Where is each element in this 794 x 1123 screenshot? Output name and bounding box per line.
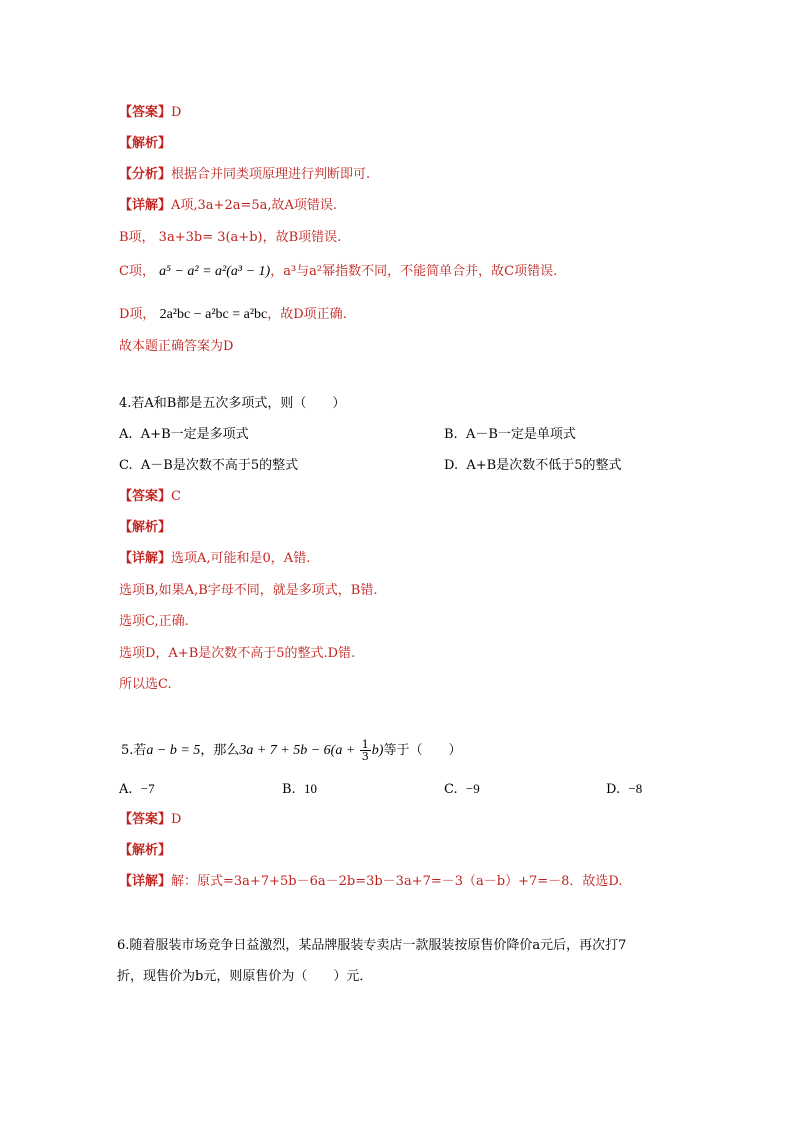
fenxi-tag: 【分析】	[119, 167, 172, 182]
option-text: −9	[465, 781, 480, 796]
option-label: A.	[119, 427, 133, 442]
option-text: A－B一定是单项式	[465, 427, 576, 442]
analysis-tag: 【解析】	[119, 520, 172, 535]
q5-option-c	[444, 780, 480, 799]
q4-conclusion: 所以选C.	[119, 677, 172, 692]
detail-a-text: A项,3a+2a=5a,故A项错误.	[171, 198, 338, 213]
detail-c-math: a⁵ − a² = a²(a³ − 1)	[159, 264, 271, 279]
stem-expr-pre: 3a + 7 + 5b − 6(a +	[239, 743, 359, 758]
option-text: −8	[628, 781, 643, 796]
q4-answer-line	[119, 488, 181, 506]
q3-conclusion: 故本题正确答案为D	[119, 339, 234, 354]
stem-suffix: 等于（ ）	[383, 743, 462, 758]
detail-1-text: 选项A,可能和是0，A错.	[171, 551, 311, 566]
option-label: C.	[119, 458, 133, 473]
option-label: C.	[444, 782, 458, 797]
option-text: 10	[303, 781, 317, 796]
q4-option-d	[444, 457, 621, 475]
q6-stem-line-1: 6.随着服装市场竞争日益激烈，某品牌服装专卖店一款服装按原售价降价a元后，再次打7	[117, 938, 627, 953]
q3-detail-a-line	[119, 197, 337, 215]
q5-option-b	[282, 780, 317, 799]
q3-answer-line	[119, 104, 181, 122]
fraction-numerator: 1	[361, 738, 369, 751]
q4-option-b	[444, 426, 576, 444]
detail-c-suffix: ，a³与a²幂指数不同，不能简单合并，故C项错误.	[270, 264, 558, 279]
q5-detail-line	[119, 873, 623, 891]
q3-detail-d-line	[119, 306, 347, 324]
detail-tag: 【详解】	[119, 198, 172, 213]
answer-value: D	[171, 105, 182, 120]
q5-option-a	[119, 780, 155, 799]
stem-condition: a − b = 5	[146, 743, 201, 758]
answer-tag: 【答案】	[119, 105, 172, 120]
detail-c-prefix: C项，	[119, 264, 155, 279]
analysis-tag: 【解析】	[119, 843, 172, 858]
q3-analysis-line	[119, 135, 171, 153]
answer-value: D	[171, 812, 182, 827]
q3-detail-b-line: B项， 3a+3b= 3(a+b)，故B项错误.	[119, 230, 342, 245]
option-label: D.	[606, 782, 621, 797]
option-text: A－B是次数不高于5的整式	[140, 458, 299, 473]
answer-tag: 【答案】	[119, 489, 172, 504]
q4-option-a	[119, 426, 249, 444]
detail-d-math: 2a²bc − a²bc = a²bc	[159, 307, 268, 322]
fraction-denominator: 3	[361, 750, 369, 763]
q5-answer-line	[119, 811, 181, 829]
stem-mid: ，那么	[200, 743, 240, 758]
detail-text: 解：原式=3a+7+5b－6a－2b=3b－3a+7=－3（a－b）+7=－8．故选D.	[171, 874, 623, 889]
q3-detail-c-line	[119, 263, 557, 281]
q3-fenxi-line	[119, 166, 370, 184]
analysis-tag: 【解析】	[119, 136, 172, 151]
q5-stem	[121, 738, 461, 764]
option-label: B.	[282, 782, 296, 797]
q5-analysis-line	[119, 842, 171, 860]
q4-detail-3: 选项C,正确.	[119, 614, 189, 629]
q5-option-d	[606, 780, 642, 799]
option-label: A.	[119, 782, 133, 797]
q4-option-c	[119, 457, 298, 475]
q4-detail-1-line	[119, 550, 310, 568]
stem-fraction	[360, 739, 371, 762]
q4-analysis-line	[119, 519, 171, 537]
detail-d-suffix: ，故D项正确.	[267, 307, 347, 322]
option-label: B.	[444, 427, 458, 442]
q4-detail-4: 选项D，A+B是次数不高于5的整式.D错.	[119, 646, 356, 661]
option-text: −7	[140, 781, 155, 796]
q4-stem: 4.若A和B都是五次多项式，则（ ）	[119, 396, 346, 411]
option-text: A+B是次数不低于5的整式	[466, 458, 622, 473]
q4-detail-2: 选项B,如果A,B字母不同，就是多项式，B错.	[119, 583, 378, 598]
option-label: D.	[444, 458, 459, 473]
detail-tag: 【详解】	[119, 551, 172, 566]
stem-prefix: 5.若	[121, 743, 147, 758]
detail-tag: 【详解】	[119, 874, 172, 889]
option-text: A+B一定是多项式	[140, 427, 249, 442]
fenxi-text: 根据合并同类项原理进行判断即可.	[171, 167, 371, 182]
stem-expr-post: b)	[371, 743, 384, 758]
answer-tag: 【答案】	[119, 812, 172, 827]
detail-d-prefix: D项，	[119, 307, 156, 322]
q6-stem-line-2: 折，现售价为b元，则原售价为（ ）元．	[117, 969, 373, 984]
answer-value: C	[171, 489, 181, 504]
